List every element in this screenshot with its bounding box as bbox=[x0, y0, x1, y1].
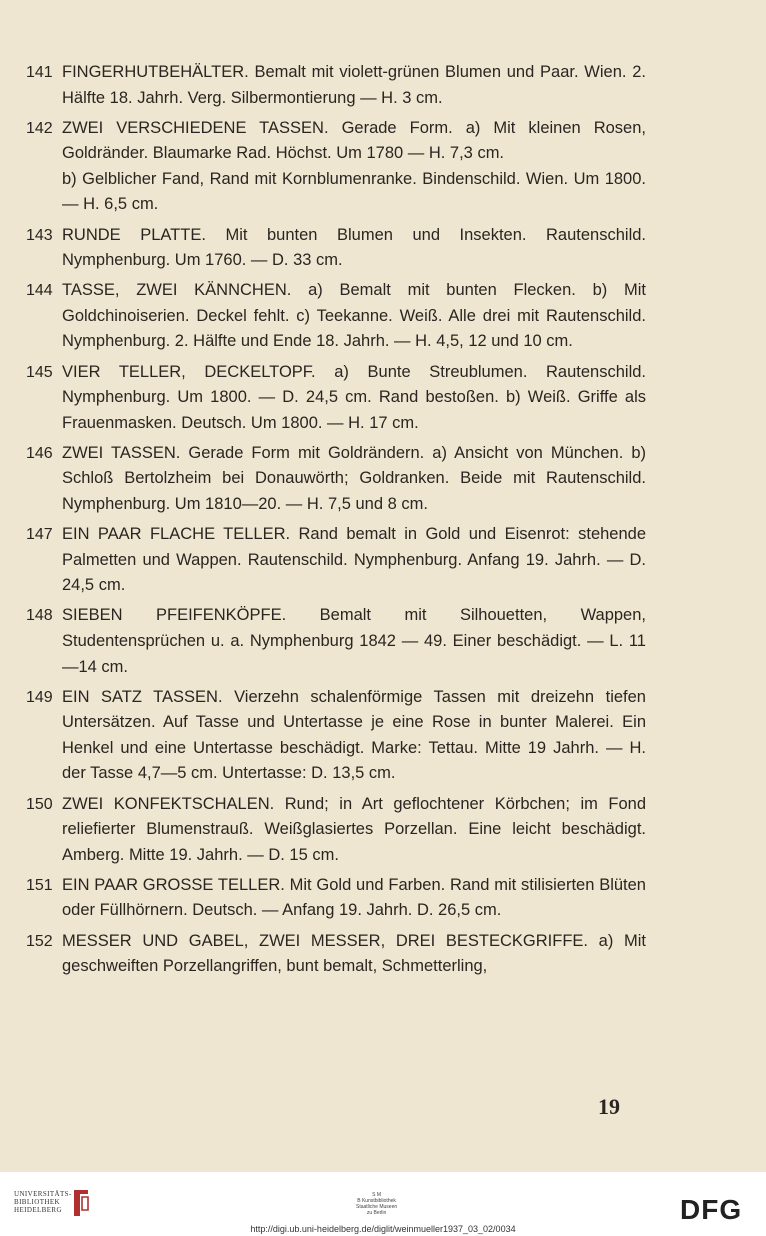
entry-number: 141 bbox=[26, 64, 53, 81]
entry-text: EIN SATZ TASSEN. Vierzehn schalenförmige Tassen mit dreizehn tiefen Untersätzen. Auf Tasse und Untertasse je eine Rose in bunter Malerei. Ein Henkel und eine Untertasse beschädigt. Marke: Tettau. Mitte 19 Jahrh. — H. der Tasse 4,7—5 cm. Untertasse: D. 13,5 cm. bbox=[62, 687, 646, 783]
entry-number: 144 bbox=[26, 282, 53, 300]
entry-number: 149 bbox=[26, 688, 53, 706]
entry-text: SIEBEN PFEIFENKÖPFE. Bemalt mit Silhouetten, Wappen, Studentensprüchen u. a. Nymphenburg 1842 — 49. Einer beschädigt. — L. 11—14 cm. bbox=[62, 606, 646, 676]
kunstbibliothek-logo bbox=[356, 1192, 397, 1216]
catalogue-entry bbox=[26, 522, 646, 599]
catalogue-entry bbox=[26, 278, 646, 355]
entry-text: MESSER UND GABEL, ZWEI MESSER, DREI BESTECKGRIFFE. a) Mit geschweiften Porzellangriffen, bunt bemalt, Schmetterling, bbox=[62, 931, 646, 976]
catalogue-entry bbox=[26, 441, 646, 518]
entry-number: 151 bbox=[26, 876, 53, 894]
entry-number: 143 bbox=[26, 226, 53, 244]
kb-line: S M bbox=[372, 1192, 382, 1198]
entry-text: TASSE, ZWEI KÄNNCHEN. a) Bemalt mit bunten Flecken. b) Mit Goldchinoiserien. Deckel fehlt. c) Teekanne. Weiß. Alle drei mit Rautenschild. Nymphenburg. 2. Hälfte und Ende 18. Jahrh. — H. 4,5, 12 und 10 cm. bbox=[62, 281, 646, 351]
catalogue-entry bbox=[26, 603, 646, 680]
catalogue-entry bbox=[26, 360, 646, 437]
university-line: BIBLIOTHEK bbox=[14, 1198, 60, 1206]
entry-number: 145 bbox=[26, 363, 53, 381]
entry-number: 148 bbox=[26, 607, 53, 625]
entry-text: FINGERHUTBEHÄLTER. Bemalt mit violett-grünen Blumen und Paar. Wien. 2. Hälfte 18. Jahrh. Verg. Silbermontierung — H. 3 cm. bbox=[62, 63, 646, 107]
entry-number: 150 bbox=[26, 795, 53, 813]
entry-number: 147 bbox=[26, 526, 53, 544]
entry-text: EIN PAAR GROSSE TELLER. Mit Gold und Farben. Rand mit stilisierten Blüten oder Füllhörnern. Deutsch. — Anfang 19. Jahrh. D. 26,5 cm. bbox=[62, 875, 646, 920]
dfg-logo: DFG bbox=[680, 1194, 743, 1225]
entry-text: EIN PAAR FLACHE TELLER. Rand bemalt in Gold und Eisenrot: stehende Palmetten und Wappen. Rautenschild. Nymphenburg. Anfang 19. Jahrh. — D. 24,5 cm. bbox=[62, 525, 646, 595]
kb-line: B Kunstbibliothek bbox=[357, 1198, 396, 1204]
university-library-logo-text bbox=[14, 1190, 72, 1214]
university-line: UNIVERSITÄTS- bbox=[14, 1190, 72, 1198]
entry-text: ZWEI KONFEKTSCHALEN. Rund; in Art geflochtener Körbchen; im Fond reliefierter Blumenstrauß. Weißglasiertes Porzellan. Eine leicht beschädigt. Amberg. Mitte 19. Jahrh. — D. 15 cm. bbox=[62, 794, 646, 864]
catalogue-entry bbox=[26, 223, 646, 274]
entry-text: RUNDE PLATTE. Mit bunten Blumen und Insekten. Rautenschild. Nymphenburg. Um 1760. — D. 33 cm. bbox=[62, 225, 646, 270]
catalogue-entry bbox=[26, 929, 646, 980]
kb-line: Staatliche Museen bbox=[356, 1204, 398, 1210]
entry-number: 146 bbox=[26, 444, 53, 462]
catalogue-entry bbox=[26, 60, 646, 111]
catalogue-entries bbox=[26, 60, 646, 984]
university-line: HEIDELBERG bbox=[14, 1206, 62, 1214]
catalogue-entry bbox=[26, 873, 646, 924]
page-number: 19 bbox=[598, 1094, 620, 1119]
entry-text: ZWEI VERSCHIEDENE TASSEN. Gerade Form. a) Mit kleinen Rosen, Goldränder. Blaumarke Rad. Höchst. Um 1780 — H. 7,3 cm. bbox=[62, 118, 646, 163]
catalogue-entry bbox=[26, 116, 646, 218]
catalogue-entry bbox=[26, 792, 646, 869]
digitization-footer bbox=[0, 1172, 766, 1236]
entry-number: 142 bbox=[26, 119, 53, 137]
entry-text: VIER TELLER, DECKELTOPF. a) Bunte Streublumen. Rautenschild. Nymphenburg. Um 1800. — D. 24,5 cm. Rand bestoßen. b) Weiß. Griffe als Frauenmasken. Deutsch. Um 1800. — H. 17 cm. bbox=[62, 362, 646, 432]
catalogue-entry bbox=[26, 685, 646, 787]
entry-text: ZWEI TASSEN. Gerade Form mit Goldrändern. a) Ansicht von München. b) Schloß Bertolzheim bei Donauwörth; Goldranken. Beide mit Rautenschild. Nymphenburg. Um 1810—20. — H. 7,5 und 8 cm. bbox=[62, 443, 646, 513]
kb-line: zu Berlin bbox=[366, 1210, 387, 1216]
source-url[interactable]: http://digi.ub.uni-heidelberg.de/diglit/weinmueller1937_03_02/0034 bbox=[250, 1224, 516, 1234]
entry-number: 152 bbox=[26, 932, 53, 950]
university-logo-icon bbox=[70, 1188, 92, 1218]
entry-text: b) Gelblicher Fand, Rand mit Kornblumenranke. Bindenschild. Wien. Um 1800. — H. 6,5 cm. bbox=[62, 169, 646, 214]
